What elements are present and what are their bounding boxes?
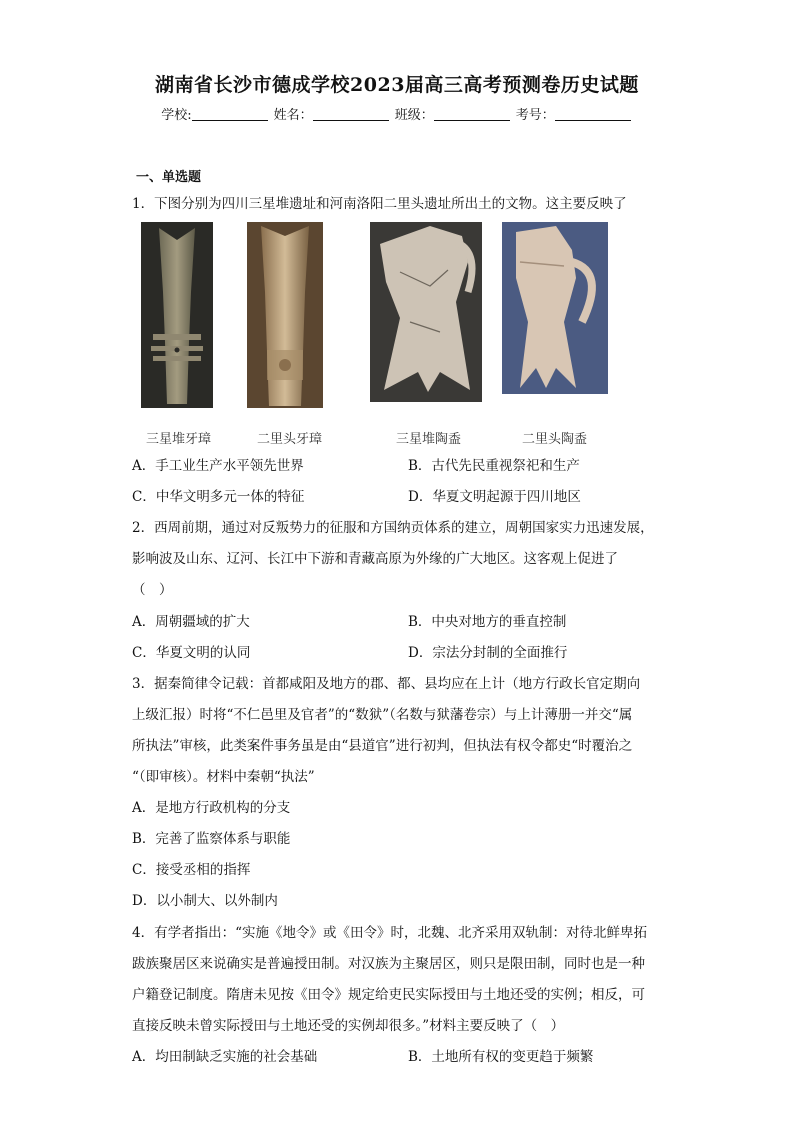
caption-sanxingdui-he: 三星堆陶盉	[396, 432, 462, 447]
q1-option-d[interactable]: D．华夏文明起源于四川地区	[408, 489, 581, 505]
question-3-line-3: 所执法”审核，此类案件事务虽是由“县道官”进行初判，但执法有权令都史“时覆治之	[132, 738, 633, 754]
sanxingdui-pottery-he-image	[370, 222, 482, 402]
caption-erlitou-yazhang: 二里头牙璋	[257, 432, 323, 447]
student-info-row	[0, 104, 794, 123]
q4-option-b[interactable]: B．土地所有权的变更趋于频繁	[408, 1049, 594, 1065]
name-field	[274, 104, 391, 123]
exam-title: 湖南省长沙市德成学校2023届高三高考预测卷历史试题	[155, 74, 639, 96]
question-2-line-2: 影响波及山东、辽河、长江中下游和青藏高原为外缘的广大地区。这客观上促进了	[132, 551, 618, 567]
q3-option-d[interactable]: D．以小制大、以外制内	[132, 893, 278, 909]
class-field	[395, 104, 512, 123]
question-4-line-4: 直接反映未曾实际授田与土地还受的实例却很多。”材料主要反映了（ ）	[132, 1018, 565, 1034]
question-2-line-3: （ ）	[132, 582, 173, 598]
q1-option-b[interactable]: B．古代先民重视祭祀和生产	[408, 458, 580, 474]
question-3-line-1: 3．据秦简律令记载：首都咸阳及地方的郡、都、县均应在上计（地方行政长官定期向	[132, 676, 641, 692]
q2-option-b[interactable]: B．中央对地方的垂直控制	[408, 614, 567, 630]
section-heading: 一、单选题	[136, 170, 202, 185]
question-1-stem: 1．下图分别为四川三星堆遗址和河南洛阳二里头遗址所出土的文物。这主要反映了	[132, 196, 627, 212]
erlitou-pottery-he-image	[502, 222, 608, 394]
name-blank[interactable]	[313, 108, 389, 121]
q2-option-d[interactable]: D．宗法分封制的全面推行	[408, 645, 568, 661]
question-3-line-2: 上级汇报）时将“不仁邑里及官者”的“数狱”（名数与狱藩卷宗）与上计薄册一并交“属	[132, 707, 633, 723]
school-field	[161, 104, 269, 123]
exam-number-label: 考号：	[515, 108, 555, 123]
name-label: 姓名：	[273, 108, 313, 123]
exam-number-blank[interactable]	[555, 108, 631, 121]
question-4-line-3: 户籍登记制度。隋唐未见按《田令》规定给吏民实际授田与土地还受的实例；相反，可	[132, 987, 645, 1003]
q4-option-a[interactable]: A．均田制缺乏实施的社会基础	[132, 1049, 318, 1065]
class-label: 班级：	[394, 108, 434, 123]
caption-erlitou-he: 二里头陶盉	[522, 432, 588, 447]
erlitou-yazhang-image	[247, 222, 323, 408]
question-2-line-1: 2．西周前期，通过对反叛势力的征服和方国纳贡体系的建立，周朝国家实力迅速发展，	[132, 520, 654, 536]
caption-sanxingdui-yazhang: 三星堆牙璋	[146, 432, 212, 447]
q1-option-c[interactable]: C．中华文明多元一体的特征	[132, 489, 305, 505]
q1-option-a[interactable]: A．手工业生产水平领先世界	[132, 458, 304, 474]
school-blank[interactable]	[192, 108, 268, 121]
school-label: 学校:	[161, 108, 192, 123]
q2-option-a[interactable]: A．周朝疆域的扩大	[132, 614, 250, 630]
q2-option-c[interactable]: C．华夏文明的认同	[132, 645, 251, 661]
question-4-line-1: 4．有学者指出：“实施《地令》或《田令》时，北魏、北齐采用双轨制：对待北鲜卑拓	[132, 925, 647, 941]
question-4-line-2: 跋族聚居区来说确实是普遍授田制。对汉族为主聚居区，则只是限田制，同时也是一种	[132, 956, 645, 972]
exam-number-field	[516, 104, 633, 123]
q3-option-c[interactable]: C．接受丞相的指挥	[132, 862, 251, 878]
question-3-line-4: “（即审核）。材料中秦朝“执法”	[132, 769, 315, 785]
sanxingdui-yazhang-image	[141, 222, 213, 408]
q3-option-a[interactable]: A．是地方行政机构的分支	[132, 800, 291, 816]
class-blank[interactable]	[434, 108, 510, 121]
q3-option-b[interactable]: B．完善了监察体系与职能	[132, 831, 291, 847]
